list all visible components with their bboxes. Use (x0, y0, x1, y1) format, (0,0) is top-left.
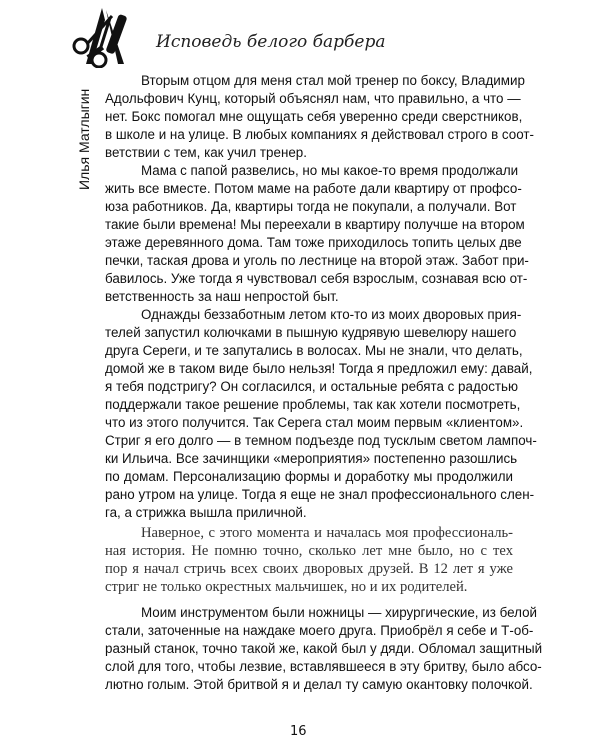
text-line: такие были времена! Мы переехали в квартиру получше на втором (105, 217, 525, 232)
text-line: ная история. Не помню точно, сколько лет мне было, но с тех (105, 543, 513, 559)
text-line: Моим инструментом были ножницы — хирургические, из белой (141, 605, 537, 620)
text-line: друга Сереги, и те запутались в волосах. Мы не знали, что делать, (105, 343, 523, 358)
text-line: я тебя подстригу? Он согласился, и остальные ребята с радостью (105, 379, 519, 394)
text-line: жить все вместе. Потом маме на работе дали квартиру от профсо- (105, 181, 522, 196)
text-line: пор я начал стричь всех своих дворовых друзей. В 12 лет я уже (105, 561, 513, 577)
text-line: поддержали такое решение проблемы, так как хотели посмотреть, (105, 397, 521, 412)
text-line: нет. Бокс помогал мне ощущать себя уверенно среди сверстников, (105, 109, 523, 124)
text-line: ветствии с тем, как учил тренер. (105, 145, 307, 160)
paragraph (105, 306, 537, 522)
text-line: юза работников. Да, квартиры тогда не покупали, а получали. Вот (105, 199, 517, 214)
text-line: Однажды беззаботным летом кто-то из моих дворовых прия- (141, 307, 522, 322)
text-line: телей запустил колючками в пышную кудрявую шевелюру нашего (105, 325, 517, 340)
text-line: га, а стрижка вышла приличной. (105, 505, 307, 520)
author-name-vertical: Илья Матлыгин (76, 88, 92, 190)
text-line: стриг не только окрестных мальчишек, но и их родителей. (105, 579, 468, 595)
paragraph (105, 604, 543, 694)
scissors-comb-logo-icon (72, 6, 138, 68)
text-line: бавилось. Уже тогда я чувствовал себя взрослым, сознавая всю от- (105, 271, 528, 286)
paragraph (105, 524, 513, 596)
text-line: рано утром на улице. Тогда я еще не знал профессионального слен- (105, 487, 535, 502)
text-line: слой для того, чтобы лезвие, вставлявшееся в эту бритву, было абсо- (105, 659, 542, 674)
text-line: в школе и на улице. В любых компаниях я действовал строго в соот- (105, 127, 534, 142)
text-line: ки Ильича. Все зачинщики «мероприятия» постепенно разошлись (105, 451, 518, 466)
text-line: ветственность за наш непростой быт. (105, 289, 339, 304)
text-line: Адольфович Кунц, который объяснял нам, что правильно, а что — (105, 91, 521, 106)
running-header-title: Исповедь белого барбера (156, 32, 386, 52)
text-line: домой же в таком виде было нельзя! Тогда я предложил ему: давай, (105, 361, 533, 376)
text-line: Наверное, с этого момента и началась моя профессиональ- (141, 525, 513, 541)
text-line: что из этого получится. Так Серега стал моим первым «клиентом». (105, 415, 524, 430)
text-line: лютно голым. Этой бритвой я и делал ту самую окантовку полочкой. (105, 677, 533, 692)
page-number: 16 (290, 724, 307, 739)
text-line: Стриг я его долго — в темном подъезде под тусклым светом лампоч- (105, 433, 537, 448)
text-line: печки, таская дрова и уголь по лестнице на второй этаж. Забот при- (105, 253, 529, 268)
text-line: стали, заточенные на наждаке моего друга. Приобрёл я себе и Т-об- (105, 623, 534, 638)
paragraph (105, 72, 534, 162)
text-line: по домам. Персонализацию формы и доработку мы продолжили (105, 469, 513, 484)
text-line: Вторым отцом для меня стал мой тренер по боксу, Владимир (141, 73, 525, 88)
text-line: Мама с папой развелись, но мы какое-то время продолжали (141, 163, 519, 178)
paragraph (105, 162, 529, 306)
text-line: разный станок, точно такой же, какой был у дяди. Обломал защитный (105, 641, 543, 656)
text-line: этаже деревянного дома. Там тоже приходилось топить целых две (105, 235, 522, 250)
